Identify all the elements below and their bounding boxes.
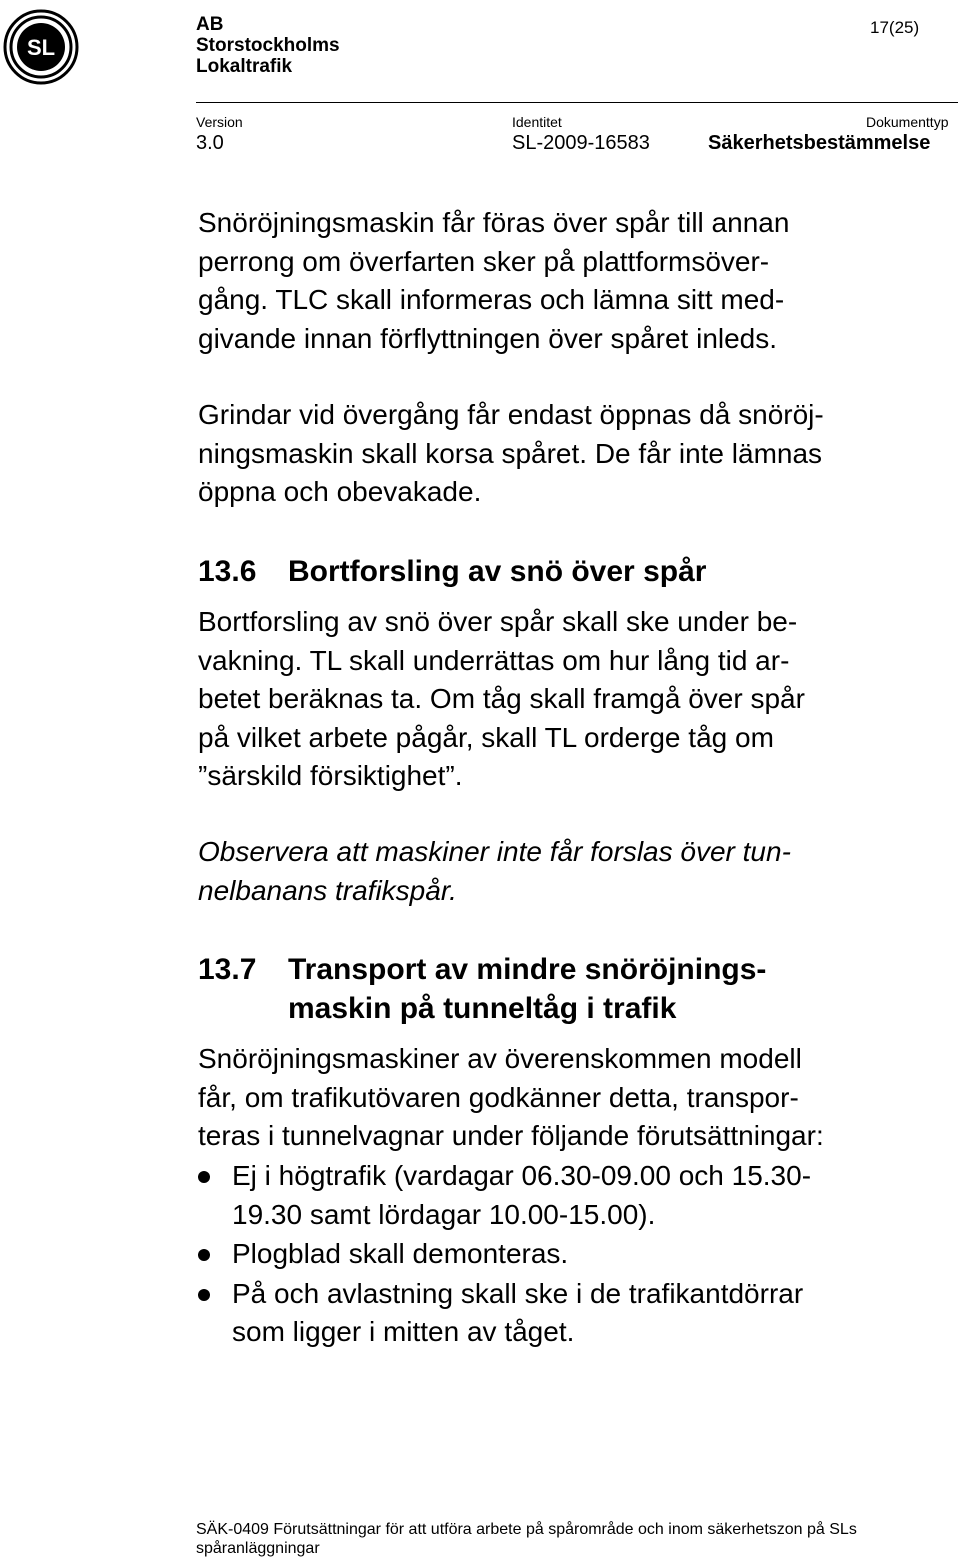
text-line: öppna och obevakade.: [198, 476, 482, 507]
paragraph-2: [198, 396, 958, 512]
section-13-6-note: [198, 833, 958, 910]
version-value: 3.0: [196, 132, 224, 154]
list-item: [194, 1157, 960, 1234]
organization-name: [196, 14, 340, 77]
section-title-line: maskin på tunneltåg i trafik: [288, 992, 677, 1025]
text-line: vakning. TL skall underrättas om hur lång tid ar-: [198, 644, 790, 676]
section-heading-13-7: [198, 950, 766, 1028]
text-line: ”särskild försiktighet”.: [198, 760, 463, 791]
bullet-icon: [198, 1249, 210, 1261]
text-line: På och avlastning skall ske i de trafikantdörrar: [232, 1277, 804, 1309]
paragraph-1: [198, 204, 958, 358]
footer: [196, 1520, 857, 1558]
text-line: Plogblad skall demonteras.: [232, 1238, 569, 1269]
text-line: på vilket arbete pågår, skall TL orderge tåg om: [198, 721, 774, 753]
footer-line: SÄK-0409 Förutsättningar för att utföra arbete på spårområde och inom säkerhetszon på SLs: [196, 1521, 857, 1538]
doctype-label: Dokumenttyp: [866, 114, 949, 130]
identity-label: Identitet: [512, 114, 562, 130]
org-line: Storstockholms: [196, 35, 340, 56]
text-line: Snöröjningsmaskiner av överenskommen modell: [198, 1043, 802, 1074]
bullet-list: [194, 1157, 960, 1353]
org-line: AB: [196, 14, 224, 35]
header-divider: [196, 102, 958, 103]
sl-logo: [2, 8, 80, 86]
text-line: Observera att maskiner inte får forslas över tun-: [198, 836, 791, 867]
list-item: [194, 1235, 960, 1274]
text-line: som ligger i mitten av tåget.: [232, 1316, 575, 1347]
text-line: Bortforsling av snö över spår skall ske under be-: [198, 606, 798, 637]
bullet-icon: [198, 1171, 210, 1183]
text-line: Grindar vid övergång får endast öppnas då snöröj-: [198, 399, 824, 430]
doctype-value: Säkerhetsbestämmelse: [708, 132, 931, 154]
text-line: betet beräknas ta. Om tåg skall framgå över spår: [198, 683, 805, 714]
section-number: 13.7: [198, 953, 257, 986]
text-line: ningsmaskin skall korsa spåret. De får inte lämnas: [198, 437, 823, 469]
section-13-7-paragraph: [198, 1040, 958, 1156]
text-line: gång. TLC skall informeras och lämna sitt med-: [198, 284, 785, 315]
footer-line: spåranläggningar: [196, 1540, 320, 1557]
page-number: 17(25): [870, 18, 920, 37]
text-line: får, om trafikutövaren godkänner detta, transpor-: [198, 1081, 799, 1113]
text-line: nelbanans trafikspår.: [198, 874, 457, 906]
text-line: perrong om överfarten sker på plattformsöver-: [198, 245, 770, 277]
section-title-line: Transport av mindre snöröjnings-: [288, 953, 767, 986]
section-13-6-paragraph: [198, 603, 958, 796]
version-label: Version: [196, 114, 243, 130]
identity-value: SL-2009-16583: [512, 132, 650, 154]
text-line: teras i tunnelvagnar under följande förutsättningar:: [198, 1120, 824, 1151]
logo-text: SL: [26, 35, 56, 60]
section-title: Bortforsling av snö över spår: [288, 555, 707, 588]
section-heading-13-6: [198, 552, 706, 591]
text-line: givande innan förflyttningen över spåret inleds.: [198, 322, 778, 354]
org-line: Lokaltrafik: [196, 56, 293, 77]
text-line: 19.30 samt lördagar 10.00-15.00).: [232, 1198, 656, 1230]
section-number: 13.6: [198, 555, 257, 588]
text-line: Ej i högtrafik (vardagar 06.30-09.00 och 15.30-: [232, 1160, 812, 1191]
bullet-icon: [198, 1289, 210, 1301]
text-line: Snöröjningsmaskin får föras över spår till annan: [198, 207, 790, 238]
list-item: [194, 1275, 960, 1352]
